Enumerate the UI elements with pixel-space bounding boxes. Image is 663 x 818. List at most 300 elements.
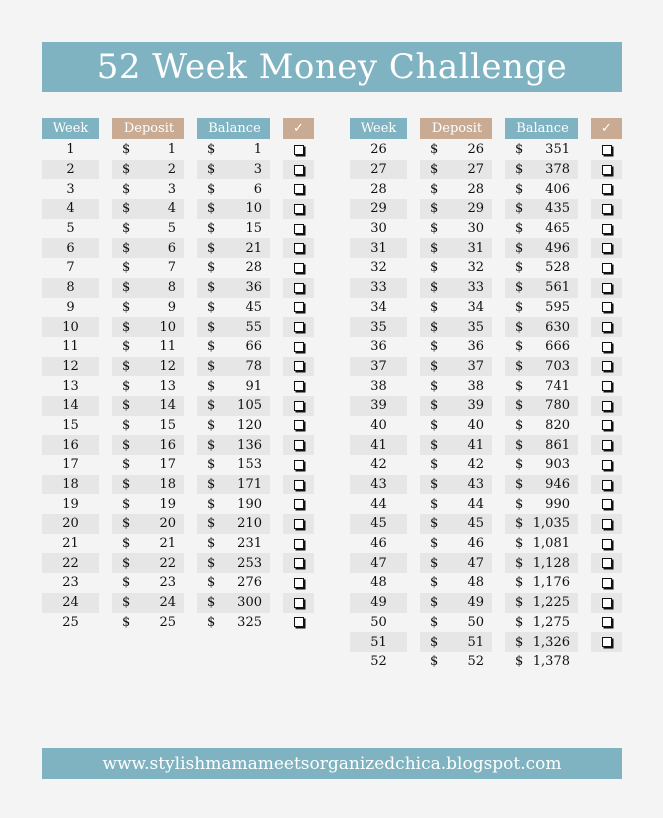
deposit-cell [112,140,184,160]
balance-cell [505,416,578,436]
currency-symbol: $ [207,614,216,630]
balance-cell [197,573,270,593]
checkbox-icon[interactable] [294,499,304,509]
week-number: 48 [370,575,387,591]
balance-cell [197,416,270,436]
checkbox-cell [283,278,314,298]
week-number: 3 [66,181,75,197]
balance-amount: 1,225 [532,595,570,611]
checkbox-icon[interactable] [602,263,612,273]
checkbox-cell [591,396,622,416]
balance-amount: 351 [545,142,570,158]
checkbox-icon[interactable] [294,578,304,588]
balance-cell [505,593,578,613]
balance-cell [197,160,270,180]
currency-symbol: $ [207,398,216,414]
balance-amount: 780 [545,398,570,414]
balance-cell [197,376,270,396]
balance-amount: 136 [237,437,262,453]
balance-cell [197,219,270,239]
deposit-amount: 28 [467,181,484,197]
currency-symbol: $ [122,437,131,453]
balance-cell [505,494,578,514]
deposit-amount: 10 [159,319,176,335]
deposit-amount: 38 [467,378,484,394]
currency-symbol: $ [207,575,216,591]
checkbox-cell [591,160,622,180]
balance-amount: 36 [245,280,262,296]
deposit-amount: 40 [467,417,484,433]
checkbox-cell [591,534,622,554]
deposit-amount: 35 [467,319,484,335]
week-number: 18 [42,475,99,495]
balance-amount: 1,128 [532,555,570,571]
checkbox-icon[interactable] [294,165,304,175]
deposit-cell [420,219,492,239]
balance-cell [505,199,578,219]
deposit-amount: 17 [159,457,176,473]
deposit-amount: 50 [467,614,484,630]
currency-symbol: $ [515,181,524,197]
deposit-amount: 9 [167,299,176,315]
checkbox-icon[interactable] [602,480,612,490]
week-number: 12 [42,357,99,377]
balance-cell [197,396,270,416]
checkbox-cell [591,337,622,357]
deposit-amount: 23 [159,575,176,591]
checkbox-icon[interactable] [294,302,304,312]
balance-cell [505,396,578,416]
currency-symbol: $ [122,260,131,276]
currency-symbol: $ [122,378,131,394]
week-number: 4 [42,199,99,219]
checkbox-cell [283,573,314,593]
balance-cell [505,435,578,455]
currency-symbol: $ [515,417,524,433]
currency-symbol: $ [430,516,439,532]
currency-symbol: $ [515,496,524,512]
deposit-cell [420,357,492,377]
week-number: 17 [62,457,79,473]
deposit-cell [420,238,492,258]
week-number: 36 [370,339,387,355]
deposit-amount: 11 [159,339,176,355]
deposit-cell [420,494,492,514]
deposit-cell [420,317,492,337]
balance-cell [197,140,270,160]
checkbox-icon[interactable] [294,539,304,549]
currency-symbol: $ [515,654,524,670]
checkbox-cell [591,258,622,278]
balance-amount: 1,275 [532,614,570,630]
checkbox-cell [283,376,314,396]
balance-cell [505,140,578,160]
currency-symbol: $ [430,457,439,473]
currency-symbol: $ [122,319,131,335]
currency-symbol: $ [515,575,524,591]
checkbox-cell [283,179,314,199]
deposit-cell [420,514,492,534]
deposit-amount: 51 [467,634,484,650]
checkbox-icon[interactable] [602,420,612,430]
week-number: 44 [370,496,387,512]
deposit-cell [112,278,184,298]
week-number: 25 [62,614,79,630]
checkbox-icon[interactable] [602,578,612,588]
checkbox-icon[interactable] [602,204,612,214]
checkbox-icon[interactable] [602,519,612,529]
checkbox-icon[interactable] [294,598,304,608]
deposit-cell [420,258,492,278]
deposit-cell [420,416,492,436]
checkbox-icon[interactable] [602,361,612,371]
currency-symbol: $ [207,221,216,237]
deposit-amount: 37 [467,358,484,374]
currency-symbol: $ [515,457,524,473]
currency-symbol: $ [122,142,131,158]
deposit-amount: 15 [159,417,176,433]
balance-cell [197,593,270,613]
currency-symbol: $ [430,634,439,650]
currency-symbol: $ [207,477,216,493]
balance-cell [505,337,578,357]
currency-symbol: $ [515,260,524,276]
balance-amount: 253 [237,555,262,571]
checkbox-icon[interactable] [294,224,304,234]
deposit-amount: 21 [159,536,176,552]
deposit-amount: 5 [167,221,176,237]
balance-amount: 595 [545,299,570,315]
balance-amount: 28 [245,260,262,276]
balance-amount: 231 [237,536,262,552]
week-number: 50 [370,614,387,630]
deposit-amount: 52 [467,654,484,670]
week-number: 49 [350,593,407,613]
balance-cell [505,573,578,593]
checkbox-cell [283,357,314,377]
balance-amount: 171 [237,477,262,493]
currency-symbol: $ [430,575,439,591]
currency-symbol: $ [430,614,439,630]
checkbox-icon[interactable] [602,145,612,155]
currency-symbol: $ [515,614,524,630]
currency-symbol: $ [515,634,524,650]
week-number: 16 [42,435,99,455]
checkbox-icon[interactable] [602,539,612,549]
checkbox-icon[interactable] [602,637,612,647]
balance-cell [197,317,270,337]
deposit-cell [112,455,184,475]
currency-symbol: $ [207,358,216,374]
checkbox-cell [591,435,622,455]
currency-symbol: $ [515,477,524,493]
page-title: 52 Week Money Challenge [42,42,622,92]
week-number: 23 [62,575,79,591]
week-number: 47 [350,553,407,573]
balance-cell [505,357,578,377]
week-number: 1 [66,142,75,158]
deposit-cell [112,238,184,258]
balance-amount: 861 [545,437,570,453]
currency-symbol: $ [122,555,131,571]
balance-amount: 3 [253,162,262,178]
currency-symbol: $ [207,162,216,178]
week-number: 5 [66,221,75,237]
checkbox-icon[interactable] [602,184,612,194]
balance-cell [197,199,270,219]
balance-cell [197,435,270,455]
deposit-cell [420,278,492,298]
balance-amount: 435 [545,201,570,217]
checkbox-icon[interactable] [602,598,612,608]
deposit-amount: 6 [167,240,176,256]
balance-amount: 325 [237,614,262,630]
currency-symbol: $ [207,536,216,552]
checkbox-icon[interactable] [294,617,304,627]
balance-amount: 120 [237,417,262,433]
balance-amount: 496 [545,240,570,256]
deposit-cell [112,199,184,219]
checkbox-icon[interactable] [602,283,612,293]
checkbox-icon[interactable] [602,460,612,470]
balance-cell [197,179,270,199]
deposit-cell [112,416,184,436]
header-balance: Balance [197,118,270,139]
deposit-amount: 44 [467,496,484,512]
checkbox-icon[interactable] [602,302,612,312]
deposit-amount: 48 [467,575,484,591]
currency-symbol: $ [515,398,524,414]
deposit-amount: 32 [467,260,484,276]
checkbox-icon[interactable] [602,440,612,450]
checkbox-cell [283,435,314,455]
currency-symbol: $ [122,201,131,217]
checkbox-icon[interactable] [294,460,304,470]
week-number: 9 [66,299,75,315]
checkbox-icon[interactable] [602,165,612,175]
balance-cell [197,298,270,318]
deposit-cell [112,494,184,514]
currency-symbol: $ [122,516,131,532]
deposit-amount: 26 [467,142,484,158]
balance-cell [505,553,578,573]
balance-amount: 1,326 [532,634,570,650]
deposit-cell [420,435,492,455]
checkbox-cell [283,199,314,219]
balance-cell [197,475,270,495]
currency-symbol: $ [122,595,131,611]
deposit-cell [420,534,492,554]
balance-cell [505,258,578,278]
balance-amount: 210 [237,516,262,532]
currency-symbol: $ [122,496,131,512]
checkbox-cell [283,613,314,633]
week-number: 20 [42,514,99,534]
week-number: 28 [370,181,387,197]
deposit-amount: 43 [467,477,484,493]
week-number: 34 [370,299,387,315]
checkbox-icon[interactable] [294,440,304,450]
week-number: 14 [42,396,99,416]
checkbox-cell [591,219,622,239]
checkbox-icon[interactable] [294,184,304,194]
deposit-cell [112,357,184,377]
deposit-amount: 19 [159,496,176,512]
checkbox-icon[interactable] [294,558,304,568]
balance-amount: 903 [545,457,570,473]
checkbox-icon[interactable] [602,224,612,234]
checkbox-cell [591,455,622,475]
currency-symbol: $ [430,398,439,414]
checkbox-icon[interactable] [602,617,612,627]
checkbox-cell [283,553,314,573]
week-number: 19 [62,496,79,512]
checkbox-icon[interactable] [294,401,304,411]
checkbox-icon[interactable] [294,263,304,273]
checkbox-cell [283,337,314,357]
checkbox-cell [591,416,622,436]
currency-symbol: $ [430,555,439,571]
checkbox-icon[interactable] [294,381,304,391]
currency-symbol: $ [430,319,439,335]
checkbox-cell [591,613,622,633]
deposit-amount: 33 [467,280,484,296]
checkbox-icon[interactable] [294,243,304,253]
checkbox-cell [591,238,622,258]
checkbox-icon[interactable] [294,204,304,214]
currency-symbol: $ [207,240,216,256]
checkbox-cell [283,238,314,258]
currency-symbol: $ [515,358,524,374]
week-number: 35 [350,317,407,337]
checkbox-icon[interactable] [294,145,304,155]
checkbox-icon[interactable] [294,342,304,352]
deposit-cell [112,593,184,613]
balance-amount: 820 [545,417,570,433]
currency-symbol: $ [122,358,131,374]
deposit-cell [112,376,184,396]
deposit-cell [420,140,492,160]
checkbox-icon[interactable] [294,283,304,293]
currency-symbol: $ [515,201,524,217]
header-check: ✓ [591,118,622,139]
balance-amount: 1,378 [532,654,570,670]
balance-amount: 465 [545,221,570,237]
currency-symbol: $ [122,398,131,414]
currency-symbol: $ [207,516,216,532]
currency-symbol: $ [207,555,216,571]
checkbox-cell [591,179,622,199]
header-week: Week [350,118,407,139]
checkbox-icon[interactable] [294,361,304,371]
checkbox-icon[interactable] [294,420,304,430]
checkbox-cell [591,593,622,613]
checkbox-icon[interactable] [602,499,612,509]
deposit-amount: 25 [159,614,176,630]
checkbox-icon[interactable] [294,322,304,332]
currency-symbol: $ [207,201,216,217]
balance-amount: 45 [245,299,262,315]
deposit-cell [112,317,184,337]
currency-symbol: $ [515,555,524,571]
currency-symbol: $ [122,477,131,493]
deposit-amount: 22 [159,555,176,571]
week-number: 31 [350,238,407,258]
currency-symbol: $ [122,339,131,355]
checkbox-icon[interactable] [294,480,304,490]
week-number: 8 [42,278,99,298]
deposit-cell [420,553,492,573]
week-number: 24 [42,593,99,613]
currency-symbol: $ [122,181,131,197]
checkbox-icon[interactable] [602,322,612,332]
balance-amount: 741 [545,378,570,394]
deposit-cell [112,553,184,573]
deposit-cell [112,475,184,495]
deposit-amount: 36 [467,339,484,355]
checkbox-cell [591,514,622,534]
currency-symbol: $ [207,142,216,158]
balance-amount: 528 [545,260,570,276]
checkbox-icon[interactable] [602,243,612,253]
deposit-amount: 4 [167,201,176,217]
currency-symbol: $ [430,162,439,178]
checkbox-icon[interactable] [602,381,612,391]
week-number: 46 [370,536,387,552]
currency-symbol: $ [207,417,216,433]
checkbox-icon[interactable] [602,401,612,411]
week-number: 33 [350,278,407,298]
currency-symbol: $ [430,437,439,453]
deposit-cell [112,179,184,199]
currency-symbol: $ [515,319,524,335]
week-number: 37 [350,357,407,377]
currency-symbol: $ [207,339,216,355]
currency-symbol: $ [430,221,439,237]
checkbox-cell [283,455,314,475]
week-number: 6 [42,238,99,258]
currency-symbol: $ [122,162,131,178]
currency-symbol: $ [122,575,131,591]
checkbox-icon[interactable] [602,342,612,352]
deposit-cell [112,219,184,239]
deposit-cell [112,435,184,455]
balance-amount: 15 [245,221,262,237]
balance-cell [505,160,578,180]
balance-amount: 666 [545,339,570,355]
deposit-cell [420,652,492,672]
checkbox-icon[interactable] [294,519,304,529]
deposit-cell [112,337,184,357]
checkbox-icon[interactable] [602,558,612,568]
balance-cell [505,475,578,495]
week-number: 26 [370,142,387,158]
footer-url: www.stylishmamameetsorganizedchica.blogspot.com [42,748,622,779]
week-number: 40 [370,417,387,433]
currency-symbol: $ [515,240,524,256]
checkbox-cell [283,534,314,554]
week-number: 52 [370,654,387,670]
deposit-amount: 16 [159,437,176,453]
balance-cell [505,317,578,337]
currency-symbol: $ [515,339,524,355]
deposit-cell [112,396,184,416]
currency-symbol: $ [122,417,131,433]
deposit-cell [420,573,492,593]
currency-symbol: $ [430,477,439,493]
deposit-cell [420,298,492,318]
deposit-cell [112,613,184,633]
